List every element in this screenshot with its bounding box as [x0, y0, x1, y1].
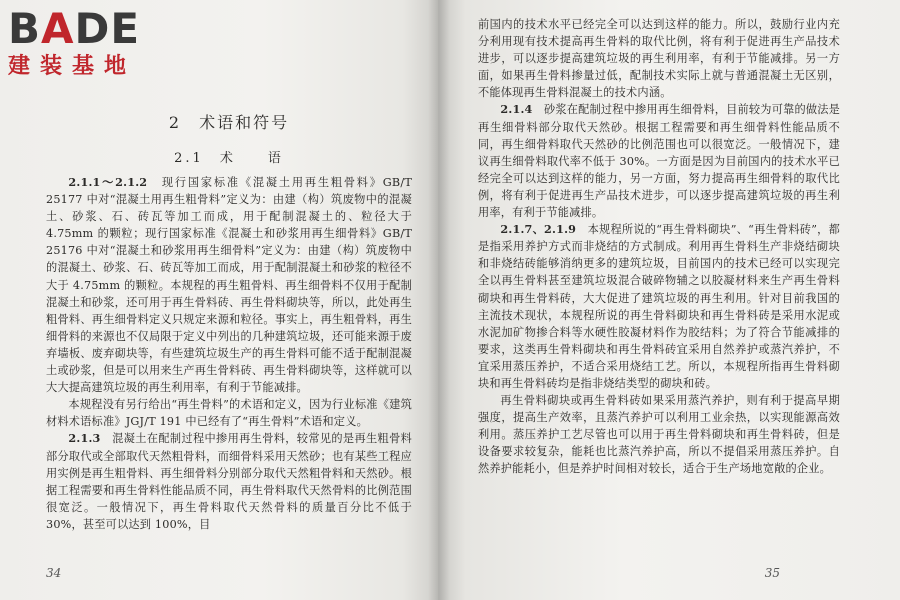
logo-letters: DE: [74, 4, 141, 53]
logo-subtitle: 建装基地: [8, 54, 137, 79]
paragraph-2-1-7: [478, 221, 840, 392]
paragraph-continued: 前国内的技术水平已经完全可以达到这样的能力。所以，鼓励行业内充分利用现有技术提高再生骨料的取代比例，将有利于促进再生产品技术进步，可以逐步提高建筑垃圾的再生利用率，有利于节能减排。另一方面，如果再生骨料掺量过低，配制技术实际上就与普通混凝土无区别，不能体现再生骨料混凝土的技术内涵。: [478, 18, 840, 100]
bade-logo: [8, 6, 188, 86]
paragraph-2-1-3: [46, 430, 412, 533]
logo-wordmark: [8, 6, 188, 52]
clause-number: 2.1.4: [500, 102, 533, 117]
clause-number: 2.1.1～2.1.2: [68, 175, 148, 189]
section-title: 2.1 术 语: [174, 151, 284, 166]
page-number-right: 35: [764, 566, 780, 580]
clause-number: 2.1.7、2.1.9: [500, 222, 577, 237]
paragraph-2-1-1: [46, 174, 412, 396]
paragraph-text: 本规程所说的“再生骨料砌块”、“再生骨料砖”，都是指采用养护方式而非烧结的方式制成。利用再生骨料生产非烧结砌块和非烧结砖能够消纳更多的建筑垃圾，目前国内的技术已经可以实现完全以再生骨料甚至建筑垃圾混合破碎物辅之以胶凝材料来生产再生骨料砌块和再生骨料砖，大大促进了建筑垃圾的再生利用。针对目前我国的主流技术现状，本规程所说的再生骨料砌块和再生骨料砖是采用水泥或水泥加矿物掺合料等水硬性胶凝材料作为胶结料；为了符合节能减排的要求，这类再生骨料砌块和再生骨料砖宜采用自然养护或蒸汽养护，不宜采用蒸压养护，不适合采用烧结工艺。所以，本规程所指再生骨料砌块和再生骨料砖均是指非烧结类型的砌块和砖。: [478, 223, 840, 390]
chapter-title: 2 术语和符号: [168, 113, 290, 132]
clause-number: 2.1.3: [68, 431, 101, 446]
left-page: [0, 0, 438, 600]
book-gutter: [428, 0, 450, 600]
paragraph-text: 混凝土在配制过程中掺用再生骨料，较常见的是再生粗骨料部分取代或全部取代天然粗骨料，而细骨料采用天然砂；也有某些工程应用实例是再生粗骨料、再生细骨料分别部分取代天然粗骨料和天然砂。根据工程需要和再生骨料性能品质不同，再生骨料取代天然骨料的比例范围很宽泛。一般情况下，再生骨料取代天然骨料的质量百分比不低于 30%，甚至可以达到 100%，目: [46, 432, 413, 531]
logo-accent-letter: A: [41, 4, 75, 53]
paragraph-curing: 再生骨料砌块或再生骨料砖如果采用蒸汽养护，则有利于提高早期强度，提高生产效率，且蒸汽养护可以利用工业余热，以实现能源高效利用。蒸压养护工艺尽管也可以用于再生骨料砌块和再生骨料砖，但是设备要求较复杂，能耗也比蒸汽养护高，所以不提倡采用蒸压养护。自然养护能耗小，但是养护时间相对较长，适合于生产场地宽敞的企业。: [478, 394, 840, 476]
page-number-left: 34: [46, 566, 62, 580]
paragraph-2-1-4: [478, 101, 840, 221]
paragraph-text: 砂浆在配制过程中掺用再生细骨料，目前较为可靠的做法是再生细骨料部分取代天然砂。根据工程需要和再生细骨料性能品质不同，再生细骨料取代天然砂的比例范围也可以很宽泛。一般情况下，建议再生细骨料取代率不低于 30%。一方面是因为目前国内的技术水平已经完全可以达到这样的能力，另一方面，努力提高再生细骨料的取代比例，将有利于促进再生产品技术进步，可以逐步提高建筑垃圾的再生利用率，有利于节能减排。: [478, 103, 841, 220]
right-page: [438, 0, 900, 600]
logo-letter: B: [8, 4, 42, 53]
paragraph-text: 现行国家标准《混凝土用再生粗骨料》GB/T 25177 中对“混凝土用再生粗骨料”定义为：由建（构）筑废物中的混凝土、砂浆、石、砖瓦等加工而成，用于配制混凝土的、粒径大于 4.75mm 的颗粒；现行国家标准《混凝土和砂浆用再生细骨料》GB/T 25176 中对“混凝土和砂浆用再生细骨料”定义为：由建（构）筑废物中的混凝土、砂浆、石、砖瓦等加工而成，用于配制混凝土和砂浆的粒径不大于 4.75mm 的颗粒。本规程的再生粗骨料、再生细骨料不仅用于配制混凝土和砂浆，还可用于再生骨料砖、再生骨料砌块等，所以，此处再生粗骨料、再生细骨料定义只规定来源和粒径。事实上，再生粗骨料，再生细骨料的来源也不仅局限于定义中列出的几种建筑垃圾，还可能来源于废弃墙板、废弃砌块等，有些建筑垃圾生产的再生骨料可能不适于配制混凝土或砂浆，但是可以用来生产再生骨料砖、再生骨料砌块等，这样就可以大大提高建筑垃圾的再生利用率，有利于节能减排。: [46, 176, 412, 395]
paragraph-note: 本规程没有另行给出“再生骨料”的术语和定义，因为行业标准《建筑材料术语标准》JGJ/T 191 中已经有了“再生骨料”术语和定义。: [46, 398, 412, 429]
